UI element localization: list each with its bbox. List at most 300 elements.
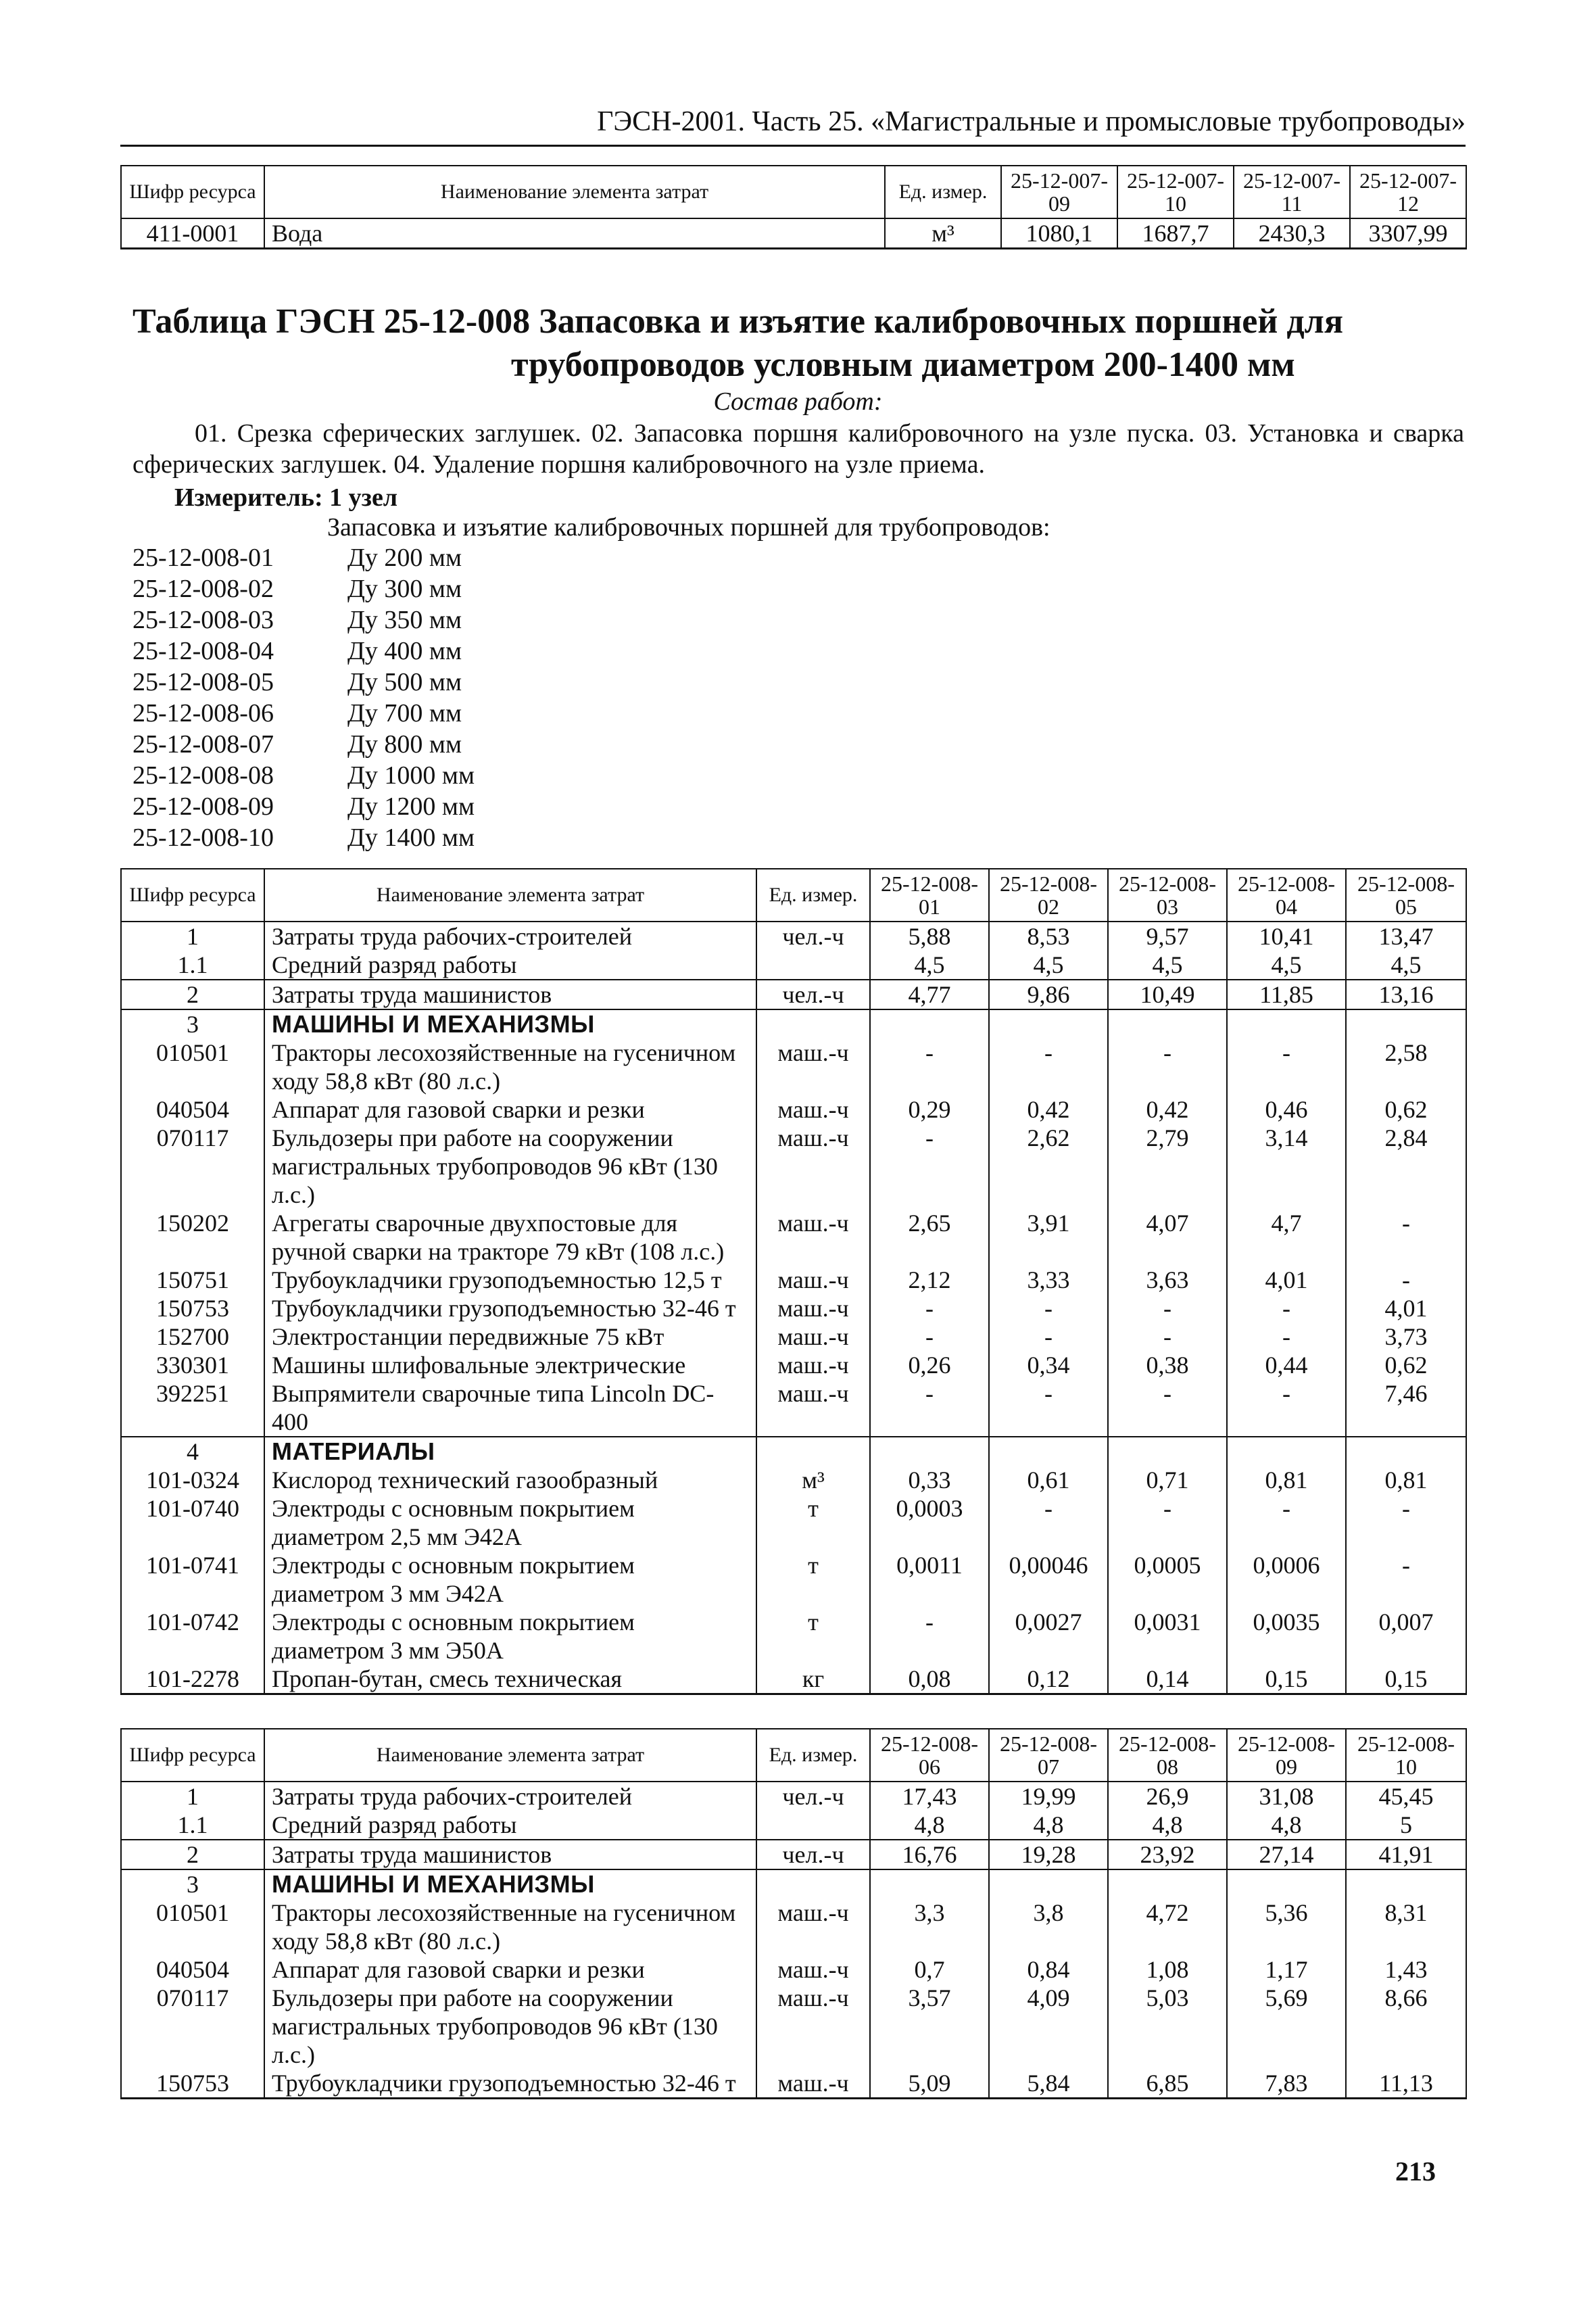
header-unit: Ед. измер. (885, 166, 1001, 218)
norm-code: 25-12-008-02 (132, 575, 274, 603)
row-value: 2,79 (1108, 1124, 1227, 1209)
row-value: 3,91 (989, 1209, 1108, 1266)
norm-code: 25-12-008-09 (132, 792, 274, 821)
row-value: - (870, 1294, 989, 1322)
header-col: 25-12-007-10 (1117, 166, 1234, 218)
row-value (1108, 1869, 1227, 1899)
row-value: 8,53 (989, 922, 1108, 951)
row-value: 0,7 (870, 1955, 989, 1984)
row-value: 0,84 (989, 1955, 1108, 1984)
row-value: 23,92 (1108, 1840, 1227, 1869)
row-value: 0,81 (1346, 1466, 1466, 1494)
norm-code-item (132, 698, 475, 729)
row-code: 152700 (121, 1322, 264, 1351)
row-code: 010501 (121, 1899, 264, 1955)
row-name: Аппарат для газовой сварки и резки (264, 1955, 756, 1984)
row-value: - (870, 1322, 989, 1351)
section-heading: МАТЕРИАЛЫ (264, 1437, 756, 1466)
header-name: Наименование элемента затрат (264, 869, 756, 922)
row-value: 5,88 (870, 922, 989, 951)
row-code: 1.1 (121, 951, 264, 980)
row-value: 1080,1 (1001, 218, 1117, 249)
norm-code-item (132, 791, 475, 822)
row-code: 411-0001 (121, 218, 264, 249)
row-code: 3 (121, 1869, 264, 1899)
row-value (870, 1437, 989, 1466)
row-value: 27,14 (1227, 1840, 1346, 1869)
row-code: 1 (121, 922, 264, 951)
row-code: 070117 (121, 1124, 264, 1209)
row-name: Выпрямители сварочные типа Lincoln DC-400 (264, 1379, 756, 1437)
row-value: - (989, 1494, 1108, 1551)
page-number: 213 (1395, 2156, 1436, 2187)
row-name: Электроды с основным покрытием диаметром 3 мм Э42А (264, 1551, 756, 1608)
norm-code-desc: Ду 700 мм (347, 699, 462, 727)
row-value: 4,8 (870, 1811, 989, 1840)
norm-code-item (132, 604, 475, 636)
row-value: 0,00046 (989, 1551, 1108, 1608)
row-value: 19,28 (989, 1840, 1108, 1869)
table-row (121, 1351, 1466, 1379)
row-value: - (1227, 1379, 1346, 1437)
row-code: 101-0741 (121, 1551, 264, 1608)
header-title: ГЭСН-2001. Часть 25. «Магистральные и промысловые трубопроводы» (597, 106, 1466, 137)
table-row (121, 1209, 1466, 1266)
norm-code-desc: Ду 1400 мм (347, 824, 475, 852)
table-row (121, 1437, 1466, 1466)
norm-code-item (132, 573, 475, 604)
norm-code: 25-12-008-06 (132, 699, 274, 727)
row-value: 0,0031 (1108, 1608, 1227, 1665)
row-value: 8,31 (1346, 1899, 1466, 1955)
row-value: 11,13 (1346, 2069, 1466, 2099)
header-unit: Ед. измер. (756, 869, 870, 922)
row-value: 8,66 (1346, 1984, 1466, 2069)
norm-code: 25-12-008-01 (132, 544, 274, 572)
row-value: - (870, 1608, 989, 1665)
row-name: Кислород технический газообразный (264, 1466, 756, 1494)
row-value: - (1108, 1322, 1227, 1351)
row-code: 010501 (121, 1039, 264, 1095)
row-unit: м³ (756, 1466, 870, 1494)
table-row (121, 980, 1466, 1009)
table-row (121, 1869, 1466, 1899)
row-unit (756, 951, 870, 980)
resource-table-2 (120, 1728, 1467, 2099)
row-name: Электроды с основным покрытием диаметром 2,5 мм Э42А (264, 1494, 756, 1551)
header-code: Шифр ресурса (121, 869, 264, 922)
header-col: 25-12-007-09 (1001, 166, 1117, 218)
row-unit: т (756, 1551, 870, 1608)
row-value (870, 1869, 989, 1899)
row-value (1227, 1869, 1346, 1899)
row-value (1227, 1437, 1346, 1466)
row-code: 040504 (121, 1095, 264, 1124)
row-value: - (1227, 1294, 1346, 1322)
row-value: 0,0027 (989, 1608, 1108, 1665)
row-value: 3,8 (989, 1899, 1108, 1955)
row-name: Вода (264, 218, 885, 249)
row-code: 101-2278 (121, 1665, 264, 1694)
row-code: 150202 (121, 1209, 264, 1266)
row-value: 2,62 (989, 1124, 1108, 1209)
row-value: - (989, 1294, 1108, 1322)
norm-code-item (132, 822, 475, 853)
row-name: Трубоукладчики грузоподъемностью 32-46 т (264, 1294, 756, 1322)
table-row (121, 1955, 1466, 1984)
row-value: 31,08 (1227, 1782, 1346, 1811)
row-value: - (989, 1039, 1108, 1095)
header-code: Шифр ресурса (121, 1729, 264, 1782)
norm-code-item (132, 542, 475, 573)
row-code: 1 (121, 1782, 264, 1811)
row-value: 5,36 (1227, 1899, 1346, 1955)
table-row (121, 1009, 1466, 1039)
row-value: 5,84 (989, 2069, 1108, 2099)
table-row (121, 1811, 1466, 1840)
table-row (121, 1494, 1466, 1551)
row-name: Тракторы лесохозяйственные на гусеничном ходу 58,8 кВт (80 л.с.) (264, 1039, 756, 1095)
norm-code-item (132, 667, 475, 698)
table-row (121, 1466, 1466, 1494)
row-value: 10,41 (1227, 922, 1346, 951)
norm-codes-list (132, 542, 475, 853)
row-unit: кг (756, 1665, 870, 1694)
row-unit: маш.-ч (756, 1095, 870, 1124)
resource-table-top (120, 165, 1467, 249)
norm-code-desc: Ду 200 мм (347, 544, 462, 572)
norm-code: 25-12-008-10 (132, 824, 274, 852)
row-value: 4,01 (1227, 1266, 1346, 1294)
row-unit: маш.-ч (756, 1955, 870, 1984)
row-name: Агрегаты сварочные двухпостовые для ручной сварки на тракторе 79 кВт (108 л.с.) (264, 1209, 756, 1266)
row-code: 4 (121, 1437, 264, 1466)
row-name: Электростанции передвижные 75 кВт (264, 1322, 756, 1351)
row-value: 0,0035 (1227, 1608, 1346, 1665)
row-value: 4,5 (870, 951, 989, 980)
row-value: 4,72 (1108, 1899, 1227, 1955)
table-row (121, 1840, 1466, 1869)
norm-code-item (132, 760, 475, 791)
row-name: Тракторы лесохозяйственные на гусеничном ходу 58,8 кВт (80 л.с.) (264, 1899, 756, 1955)
row-value: 4,5 (1108, 951, 1227, 980)
table-row (121, 1782, 1466, 1811)
row-value: - (1227, 1494, 1346, 1551)
row-value: 0,71 (1108, 1466, 1227, 1494)
row-value: 0,0005 (1108, 1551, 1227, 1608)
row-value: 0,26 (870, 1351, 989, 1379)
row-value: 4,5 (1346, 951, 1466, 980)
row-value: 0,46 (1227, 1095, 1346, 1124)
table-row (121, 1266, 1466, 1294)
row-name: Затраты труда рабочих-строителей (264, 922, 756, 951)
row-unit: маш.-ч (756, 1984, 870, 2069)
running-header (120, 100, 1466, 147)
row-unit: маш.-ч (756, 1351, 870, 1379)
row-value: 41,91 (1346, 1840, 1466, 1869)
row-value (1346, 1437, 1466, 1466)
row-value: 0,42 (989, 1095, 1108, 1124)
row-value: 2,84 (1346, 1124, 1466, 1209)
row-value: 9,57 (1108, 922, 1227, 951)
row-value: 3,3 (870, 1899, 989, 1955)
row-code: 101-0740 (121, 1494, 264, 1551)
row-value: 17,43 (870, 1782, 989, 1811)
row-value: 1,08 (1108, 1955, 1227, 1984)
meter-label: Измеритель: 1 узел (174, 483, 398, 512)
table-row (121, 2069, 1466, 2099)
table-row (121, 1322, 1466, 1351)
works-description: 01. Срезка сферических заглушек. 02. Запасовка поршня калибровочного на узле пуска. 03. Установка и сварка сферических заглушек. 04. Удаление поршня калибровочного на узле приема. (132, 419, 1464, 479)
table-row (121, 1095, 1466, 1124)
row-value: 4,8 (989, 1811, 1108, 1840)
header-col: 25-12-008-04 (1227, 869, 1346, 922)
row-value (1346, 1009, 1466, 1039)
row-value: 4,5 (989, 951, 1108, 980)
table-row (121, 1379, 1466, 1437)
row-code: 150753 (121, 2069, 264, 2099)
header-col: 25-12-008-02 (989, 869, 1108, 922)
row-code: 2 (121, 1840, 264, 1869)
table-row (121, 1608, 1466, 1665)
row-value: 4,8 (1108, 1811, 1227, 1840)
row-value: 0,0006 (1227, 1551, 1346, 1608)
norm-code: 25-12-008-08 (132, 761, 274, 790)
row-value: 3307,99 (1350, 218, 1466, 249)
table-row (121, 1899, 1466, 1955)
header-col: 25-12-008-09 (1227, 1729, 1346, 1782)
row-value: 0,29 (870, 1095, 989, 1124)
row-value: - (1346, 1209, 1466, 1266)
resource-table-1 (120, 868, 1467, 1695)
row-code: 101-0324 (121, 1466, 264, 1494)
row-value: 2,65 (870, 1209, 989, 1266)
row-value: 0,007 (1346, 1608, 1466, 1665)
row-code: 070117 (121, 1984, 264, 2069)
row-value: 0,12 (989, 1665, 1108, 1694)
row-value: 1687,7 (1117, 218, 1234, 249)
row-name: Трубоукладчики грузоподъемностью 12,5 т (264, 1266, 756, 1294)
row-value: 0,0011 (870, 1551, 989, 1608)
row-value: 4,8 (1227, 1811, 1346, 1840)
norm-code: 25-12-008-05 (132, 668, 274, 696)
header-code: Шифр ресурса (121, 166, 264, 218)
row-value: 9,86 (989, 980, 1108, 1009)
row-unit: т (756, 1608, 870, 1665)
row-value: 1,43 (1346, 1955, 1466, 1984)
row-code: 1.1 (121, 1811, 264, 1840)
row-unit (756, 1437, 870, 1466)
row-value: 4,01 (1346, 1294, 1466, 1322)
row-name: Аппарат для газовой сварки и резки (264, 1095, 756, 1124)
row-name: Затраты труда машинистов (264, 1840, 756, 1869)
row-value: 0,81 (1227, 1466, 1346, 1494)
row-code: 3 (121, 1009, 264, 1039)
table-row (121, 1551, 1466, 1608)
row-unit (756, 1811, 870, 1840)
row-value: 26,9 (1108, 1782, 1227, 1811)
row-value: 0,0003 (870, 1494, 989, 1551)
row-value: 0,42 (1108, 1095, 1227, 1124)
row-value: 7,46 (1346, 1379, 1466, 1437)
row-code: 040504 (121, 1955, 264, 1984)
table-row (121, 218, 1466, 249)
table-row (121, 922, 1466, 951)
header-col: 25-12-008-03 (1108, 869, 1227, 922)
header-name: Наименование элемента затрат (264, 166, 885, 218)
row-unit: маш.-ч (756, 1266, 870, 1294)
row-name: Средний разряд работы (264, 951, 756, 980)
row-code: 2 (121, 980, 264, 1009)
row-value: 19,99 (989, 1782, 1108, 1811)
row-value: - (989, 1379, 1108, 1437)
row-value: 13,16 (1346, 980, 1466, 1009)
norm-code-desc: Ду 1000 мм (347, 761, 475, 790)
row-value: 3,14 (1227, 1124, 1346, 1209)
table-row (121, 1039, 1466, 1095)
row-value: - (870, 1379, 989, 1437)
section-title-line1: Таблица ГЭСН 25-12-008 Запасовка и изъятие калибровочных поршней для (132, 302, 1343, 341)
row-value (1227, 1009, 1346, 1039)
row-value: 0,62 (1346, 1095, 1466, 1124)
norm-code-desc: Ду 500 мм (347, 668, 462, 696)
row-code: 330301 (121, 1351, 264, 1379)
row-name: Электроды с основным покрытием диаметром 3 мм Э50А (264, 1608, 756, 1665)
row-value: 2430,3 (1234, 218, 1350, 249)
norm-code-desc: Ду 400 мм (347, 637, 462, 665)
row-name: Машины шлифовальные электрические (264, 1351, 756, 1379)
row-value: 3,33 (989, 1266, 1108, 1294)
row-value: 7,83 (1227, 2069, 1346, 2099)
row-value: 0,15 (1227, 1665, 1346, 1694)
row-unit: чел.-ч (756, 980, 870, 1009)
row-unit (756, 1009, 870, 1039)
norm-code-desc: Ду 300 мм (347, 575, 462, 603)
section-title (132, 300, 1457, 387)
row-value (1346, 1869, 1466, 1899)
row-value: 0,33 (870, 1466, 989, 1494)
row-value: 5 (1346, 1811, 1466, 1840)
row-unit: маш.-ч (756, 1379, 870, 1437)
row-value: 2,12 (870, 1266, 989, 1294)
row-name: Трубоукладчики грузоподъемностью 32-46 т (264, 2069, 756, 2099)
row-unit: маш.-ч (756, 1209, 870, 1266)
row-unit: м³ (885, 218, 1001, 249)
row-unit: маш.-ч (756, 1294, 870, 1322)
row-unit: маш.-ч (756, 1899, 870, 1955)
table-row (121, 1294, 1466, 1322)
row-value: 3,73 (1346, 1322, 1466, 1351)
header-col: 25-12-008-07 (989, 1729, 1108, 1782)
row-name: Пропан-бутан, смесь техническая (264, 1665, 756, 1694)
row-unit: маш.-ч (756, 2069, 870, 2099)
row-value: 0,15 (1346, 1665, 1466, 1694)
row-value: 2,58 (1346, 1039, 1466, 1095)
row-value: - (1108, 1039, 1227, 1095)
row-unit: маш.-ч (756, 1124, 870, 1209)
norm-code-desc: Ду 800 мм (347, 730, 462, 759)
row-value: 4,07 (1108, 1209, 1227, 1266)
row-value: 13,47 (1346, 922, 1466, 951)
row-value: - (1346, 1551, 1466, 1608)
row-code: 101-0742 (121, 1608, 264, 1665)
row-value: - (1346, 1266, 1466, 1294)
row-code: 150753 (121, 1294, 264, 1322)
norm-code: 25-12-008-03 (132, 606, 274, 634)
row-value: 0,61 (989, 1466, 1108, 1494)
row-code: 150751 (121, 1266, 264, 1294)
row-unit: маш.-ч (756, 1322, 870, 1351)
table-row (121, 1984, 1466, 2069)
header-col: 25-12-008-01 (870, 869, 989, 922)
header-col: 25-12-008-08 (1108, 1729, 1227, 1782)
row-value: 45,45 (1346, 1782, 1466, 1811)
row-value: 3,57 (870, 1984, 989, 2069)
row-unit (756, 1869, 870, 1899)
row-value: 5,09 (870, 2069, 989, 2099)
row-value: 4,5 (1227, 951, 1346, 980)
row-value: 0,08 (870, 1665, 989, 1694)
header-col: 25-12-008-05 (1346, 869, 1466, 922)
row-value: - (989, 1322, 1108, 1351)
row-name: Бульдозеры при работе на сооружении магистральных трубопроводов 96 кВт (130 л.с.) (264, 1984, 756, 2069)
row-value: 4,09 (989, 1984, 1108, 2069)
row-unit: чел.-ч (756, 1782, 870, 1811)
row-value: - (1227, 1039, 1346, 1095)
row-value: - (870, 1124, 989, 1209)
row-value: - (1108, 1379, 1227, 1437)
row-unit: чел.-ч (756, 922, 870, 951)
row-value: 4,7 (1227, 1209, 1346, 1266)
row-value: 0,14 (1108, 1665, 1227, 1694)
norm-code-item (132, 729, 475, 760)
row-name: Затраты труда машинистов (264, 980, 756, 1009)
row-value: - (1227, 1322, 1346, 1351)
table-row (121, 1665, 1466, 1694)
row-value (1108, 1437, 1227, 1466)
row-value: 16,76 (870, 1840, 989, 1869)
row-value: 10,49 (1108, 980, 1227, 1009)
row-value (989, 1869, 1108, 1899)
header-col: 25-12-008-10 (1346, 1729, 1466, 1782)
row-value: - (1108, 1294, 1227, 1322)
norm-code: 25-12-008-04 (132, 637, 274, 665)
intro-text: Запасовка и изъятие калибровочных поршней для трубопроводов: (327, 513, 1050, 542)
row-name: Бульдозеры при работе на сооружении магистральных трубопроводов 96 кВт (130 л.с.) (264, 1124, 756, 1209)
row-value: 6,85 (1108, 2069, 1227, 2099)
table-row (121, 1124, 1466, 1209)
header-col: 25-12-008-06 (870, 1729, 989, 1782)
row-value: 0,34 (989, 1351, 1108, 1379)
row-value: 5,69 (1227, 1984, 1346, 2069)
norm-code-item (132, 636, 475, 667)
section-title-line2: трубопроводов условным диаметром 200-1400 мм (511, 345, 1295, 384)
row-unit: т (756, 1494, 870, 1551)
row-value (870, 1009, 989, 1039)
row-value: - (1346, 1494, 1466, 1551)
row-value: 1,17 (1227, 1955, 1346, 1984)
row-value: - (870, 1039, 989, 1095)
row-value (989, 1437, 1108, 1466)
row-value: 0,62 (1346, 1351, 1466, 1379)
header-col: 25-12-007-11 (1234, 166, 1350, 218)
header-col: 25-12-007-12 (1350, 166, 1466, 218)
row-value: 4,77 (870, 980, 989, 1009)
row-value: 0,44 (1227, 1351, 1346, 1379)
row-name: Затраты труда рабочих-строителей (264, 1782, 756, 1811)
row-value: 3,63 (1108, 1266, 1227, 1294)
table-row (121, 951, 1466, 980)
